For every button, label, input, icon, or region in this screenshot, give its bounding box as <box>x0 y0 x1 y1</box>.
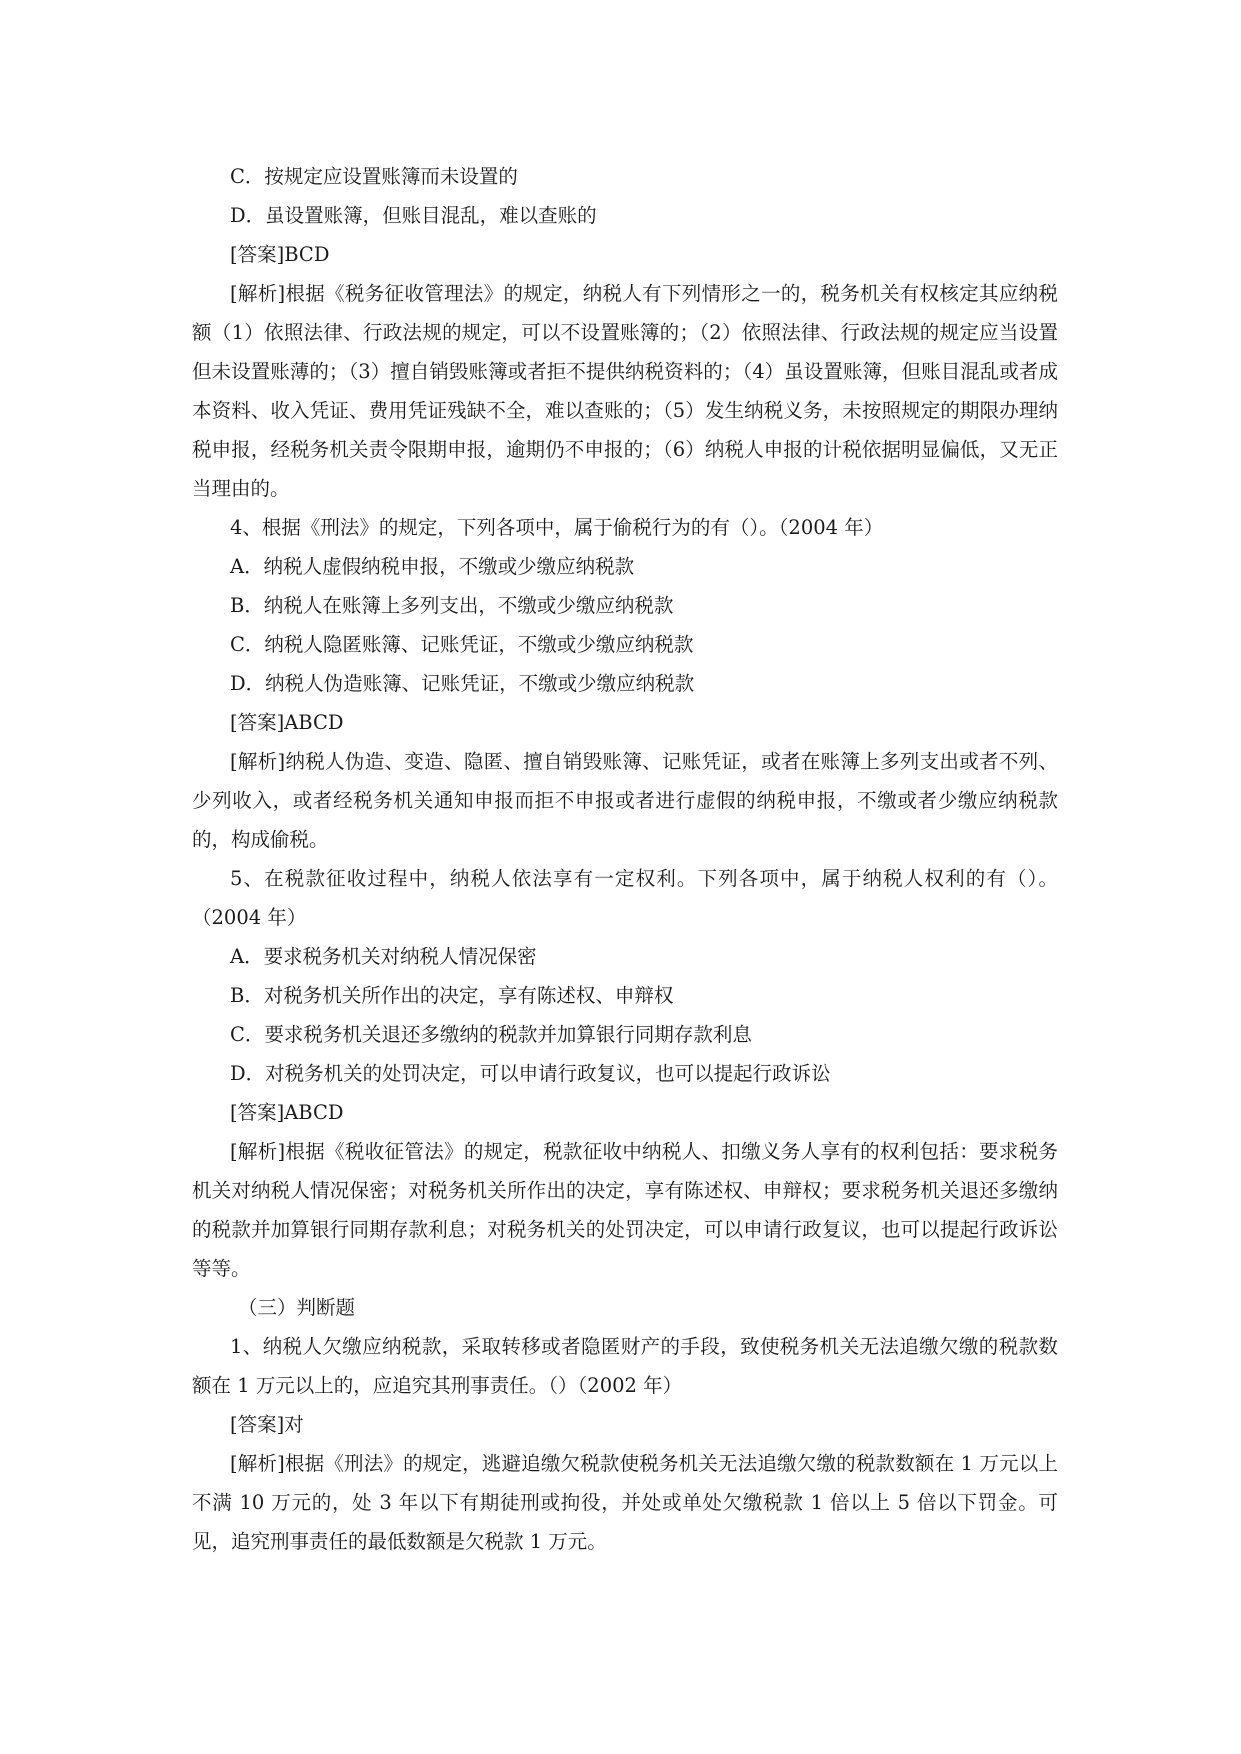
question-5: 5、在税款征收过程中，纳税人依法享有一定权利。下列各项中，属于纳税人权利的有（）。（2004 年） <box>192 867 1058 929</box>
judgement-question-1: 1、纳税人欠缴应纳税款，采取转移或者隐匿财产的手段，致使税务机关无法追缴欠缴的税款数额在 1 万元以上的，应追究其刑事责任。（）（2002 年） <box>192 1335 1058 1397</box>
answer-judgement-1: [答案]对 <box>230 1413 304 1436</box>
answer-q4: [答案]ABCD <box>230 711 344 734</box>
option-c-q3: C．按规定应设置账簿而未设置的 <box>230 165 518 188</box>
option-a-q4: A．纳税人虚假纳税申报，不缴或少缴应纳税款 <box>230 555 635 578</box>
option-a-q5: A．要求税务机关对纳税人情况保密 <box>230 945 537 968</box>
option-d-q5: D．对税务机关的处罚决定，可以申请行政复议，也可以提起行政诉讼 <box>230 1062 831 1085</box>
option-b-q4: B．纳税人在账簿上多列支出，不缴或少缴应纳税款 <box>230 594 674 617</box>
option-d-q4: D．纳税人伪造账簿、记账凭证，不缴或少缴应纳税款 <box>230 672 695 695</box>
option-b-q5: B．对税务机关所作出的决定，享有陈述权、申辩权 <box>230 984 674 1007</box>
analysis-judgement-1: [解析]根据《刑法》的规定，逃避追缴欠税款使税务机关无法追缴欠缴的税款数额在 1 万元以上不满 10 万元的，处 3 年以下有期徒刑或拘役，并处或单处欠缴税款 1 倍以上 5 倍以下罚金。可见，追究刑事责任的最低数额是欠税款 1 万元。 <box>192 1452 1058 1553</box>
option-d-q3: D．虽设置账簿，但账目混乱，难以查账的 <box>230 204 597 227</box>
analysis-q4: [解析]纳税人伪造、变造、隐匿、擅自销毁账簿、记账凭证，或者在账簿上多列支出或者不列、少列收入，或者经税务机关通知申报而拒不申报或者进行虚假的纳税申报，不缴或者少缴应纳税款的，构成偷税。 <box>192 750 1058 851</box>
question-4: 4、根据《刑法》的规定，下列各项中，属于偷税行为的有（）。（2004 年） <box>230 516 884 539</box>
analysis-q3: [解析]根据《税务征收管理法》的规定，纳税人有下列情形之一的，税务机关有权核定其应纳税额（1）依照法律、行政法规的规定，可以不设置账簿的；（2）依照法律、行政法规的规定应当设置但未设置账薄的；（3）擅自销毁账簿或者拒不提供纳税资料的；（4）虽设置账簿，但账目混乱或者成本资料、收入凭证、费用凭证残缺不全，难以查账的；（5）发生纳税义务，未按照规定的期限办理纳税申报，经税务机关责令限期申报，逾期仍不申报的；（6）纳税人申报的计税依据明显偏低，又无正当理由的。 <box>192 282 1058 500</box>
option-c-q4: C．纳税人隐匿账簿、记账凭证，不缴或少缴应纳税款 <box>230 633 694 656</box>
analysis-q5: [解析]根据《税收征管法》的规定，税款征收中纳税人、扣缴义务人享有的权利包括：要求税务机关对纳税人情况保密；对税务机关所作出的决定，享有陈述权、申辩权；要求税务机关退还多缴纳的税款并加算银行同期存款利息；对税务机关的处罚决定，可以申请行政复议，也可以提起行政诉讼等等。 <box>192 1140 1058 1280</box>
section-heading-judgement: （三）判断题 <box>238 1296 356 1319</box>
answer-q3: [答案]BCD <box>230 243 330 266</box>
document-body <box>192 157 1058 1561</box>
option-c-q5: C．要求税务机关退还多缴纳的税款并加算银行同期存款利息 <box>230 1023 752 1046</box>
answer-q5: [答案]ABCD <box>230 1101 344 1124</box>
